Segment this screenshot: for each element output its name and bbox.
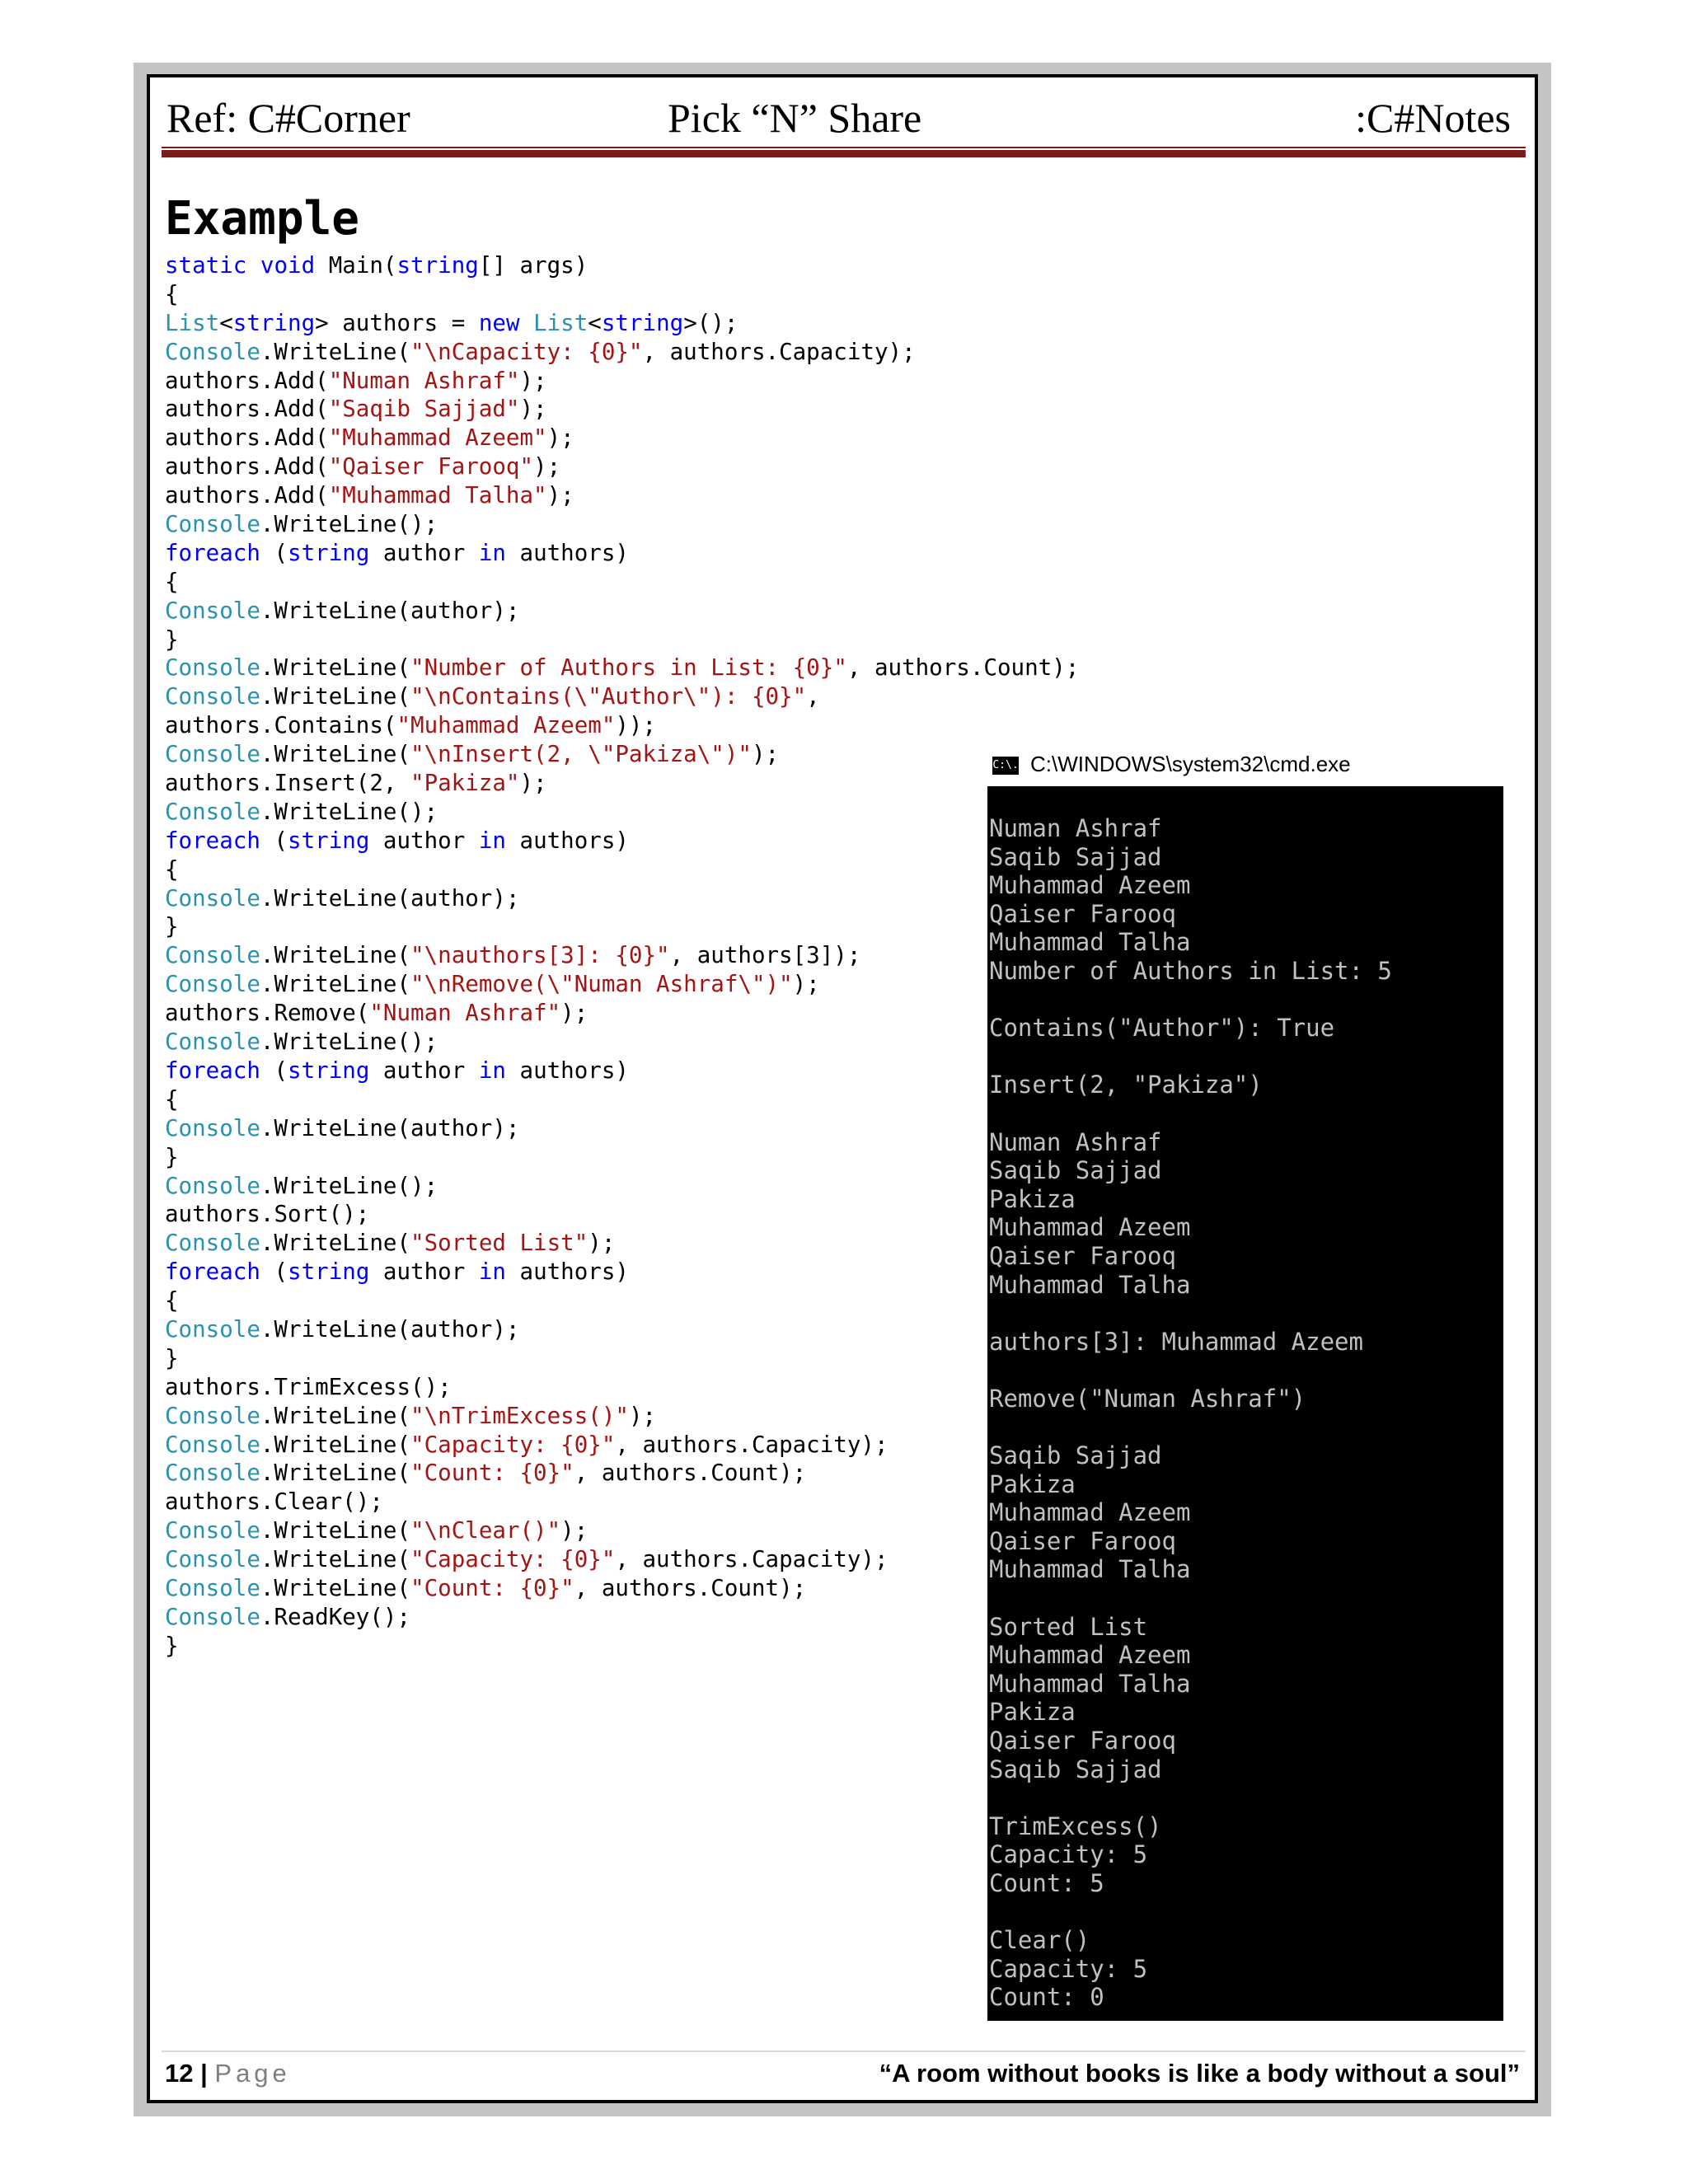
cmd-title: C:\WINDOWS\system32\cmd.exe [1030, 752, 1351, 776]
code-line [165, 1545, 1079, 1574]
code-text: < [219, 309, 233, 336]
code-line [165, 654, 1079, 682]
code-line [165, 855, 1079, 884]
code-text: ); [533, 453, 561, 480]
code-block [165, 251, 1079, 1661]
code-type: Console [165, 971, 260, 998]
code-text: , authors.Capacity); [615, 1546, 889, 1573]
code-string: "Capacity: {0}" [410, 1431, 616, 1458]
code-text [246, 252, 260, 279]
console-line: Numan Ashraf [989, 1127, 1162, 1156]
code-text: } [165, 1344, 179, 1371]
code-line [165, 1488, 1079, 1516]
code-text: .WriteLine(); [260, 1172, 438, 1199]
console-line: Sorted List [989, 1612, 1148, 1641]
code-text: { [165, 1287, 179, 1315]
code-text: author [369, 1057, 479, 1084]
console-line: Qaiser Farooq [989, 1727, 1176, 1755]
header-ref: Ref: C#Corner [166, 95, 410, 141]
code-type: Console [165, 1431, 260, 1458]
console-line: Qaiser Farooq [989, 1526, 1176, 1555]
console-line: Muhammad Azeem [989, 1498, 1191, 1527]
console-line: Saqib Sajjad [989, 1156, 1162, 1185]
code-keyword: string [288, 539, 370, 566]
code-text: > authors = [315, 309, 479, 336]
code-text: .WriteLine(); [260, 511, 438, 538]
code-text: ( [260, 1057, 288, 1084]
code-text: Main( [315, 252, 397, 279]
code-string: "Saqib Sajjad" [328, 396, 520, 423]
code-keyword: in [478, 1057, 506, 1084]
code-type: Console [165, 884, 260, 912]
header-title: Pick “N” Share [668, 95, 922, 141]
code-text: .WriteLine(author); [260, 1114, 520, 1141]
code-keyword: string [232, 309, 316, 336]
code-keyword: string [601, 309, 684, 336]
code-type: Console [165, 1172, 260, 1199]
code-line [165, 1200, 1079, 1229]
console-line: Muhammad Talha [989, 1270, 1191, 1299]
code-text: .WriteLine(); [260, 1029, 438, 1056]
code-keyword: in [478, 827, 506, 854]
code-text: authors.Add( [165, 424, 329, 452]
code-text: .WriteLine( [260, 1546, 411, 1573]
code-text: { [165, 1085, 179, 1113]
console-line: Saqib Sajjad [989, 1755, 1162, 1783]
code-text: ); [588, 1230, 616, 1257]
code-line [165, 1028, 1079, 1057]
console-line: Count: 0 [989, 1983, 1104, 2012]
code-type: List [165, 309, 220, 336]
footer-rule [162, 2050, 1526, 2052]
code-line [165, 626, 1079, 654]
code-text: ); [519, 396, 547, 423]
code-text: authors.Add( [165, 482, 329, 509]
code-text: .WriteLine( [260, 1402, 411, 1429]
console-line [989, 1413, 1392, 1441]
code-type: Console [165, 338, 260, 365]
code-line [165, 539, 1079, 568]
code-line [165, 1431, 1079, 1460]
code-text: , authors.Capacity); [642, 338, 916, 365]
code-keyword: string [288, 1057, 370, 1084]
code-text: ); [560, 1517, 588, 1544]
code-line [165, 1632, 1079, 1661]
code-string: "Qaiser Farooq" [328, 453, 534, 480]
code-text: authors.Add( [165, 453, 329, 480]
code-string: "Pakiza" [410, 770, 520, 797]
code-line [165, 970, 1079, 999]
code-string: "Count: {0}" [410, 1574, 574, 1601]
console-line: Capacity: 5 [989, 1840, 1148, 1869]
code-line [165, 827, 1079, 855]
console-line [989, 1043, 1392, 1071]
console-line [989, 1783, 1392, 1812]
console-line: Muhammad Talha [989, 928, 1191, 957]
code-line [165, 682, 1079, 711]
code-keyword: foreach [165, 1258, 260, 1286]
console-line: Count: 5 [989, 1868, 1104, 1897]
code-type: List [533, 309, 588, 336]
code-text: ); [519, 770, 547, 797]
code-line [165, 424, 1079, 452]
code-string: "\nTrimExcess()" [410, 1402, 629, 1429]
code-type: Console [165, 683, 260, 710]
console-line: Saqib Sajjad [989, 842, 1162, 871]
code-text: } [165, 626, 179, 653]
code-text: author [369, 539, 479, 566]
code-text: .WriteLine(author); [260, 1315, 520, 1343]
cmd-output [989, 814, 1392, 2012]
cmd-titlebar [987, 748, 1503, 783]
code-type: Console [165, 1574, 260, 1601]
code-keyword: foreach [165, 539, 260, 566]
code-text: >(); [683, 309, 738, 336]
code-line [165, 1229, 1079, 1258]
console-line [989, 1299, 1392, 1328]
code-string: "Muhammad Azeem" [328, 424, 547, 452]
code-text: { [165, 855, 179, 883]
code-line [165, 1057, 1079, 1085]
code-keyword: string [396, 252, 479, 279]
code-type: Console [165, 1546, 260, 1573]
console-line: Remove("Numan Ashraf") [989, 1384, 1306, 1413]
code-text: ); [546, 424, 574, 452]
code-text [520, 310, 534, 336]
code-line [165, 1085, 1079, 1114]
console-line: Qaiser Farooq [989, 899, 1176, 928]
code-string: "\nauthors[3]: {0}" [410, 942, 670, 969]
code-string: "Sorted List" [410, 1230, 588, 1257]
code-text: , authors.Count); [846, 654, 1080, 682]
code-string: "\nCapacity: {0}" [410, 338, 643, 365]
code-text: , authors.Capacity); [615, 1431, 889, 1458]
header-rule-thin [162, 147, 1526, 148]
code-text: , authors.Count); [574, 1460, 807, 1487]
code-text: { [165, 280, 179, 307]
code-type: Console [165, 1517, 260, 1544]
code-line [165, 280, 1079, 309]
code-string: "Numan Ashraf" [328, 367, 520, 394]
code-type: Console [165, 942, 260, 969]
console-line: Pakiza [989, 1469, 1076, 1498]
code-keyword: string [288, 827, 370, 854]
code-line [165, 1143, 1079, 1172]
code-text: .WriteLine(author); [260, 884, 520, 912]
console-line [989, 1356, 1392, 1385]
code-text: < [588, 309, 602, 336]
code-type: Console [165, 1114, 260, 1141]
code-text: ( [260, 1258, 288, 1286]
code-line [165, 338, 1079, 367]
code-text: authors.Clear(); [165, 1488, 383, 1516]
code-text: ); [628, 1402, 657, 1429]
code-text: authors) [505, 539, 629, 566]
console-line: Muhammad Talha [989, 1669, 1191, 1698]
code-keyword: static [165, 252, 247, 279]
code-type: Console [165, 1029, 260, 1056]
code-keyword: in [478, 539, 506, 566]
footer-quote: “A room without books is like a body without a soul” [879, 2059, 1520, 2088]
code-text: .ReadKey(); [260, 1603, 411, 1630]
cmd-icon: C:\. [992, 757, 1019, 775]
code-type: Console [165, 597, 260, 624]
code-type: Console [165, 1402, 260, 1429]
code-text: authors.Contains( [165, 712, 397, 739]
code-string: "\nContains(\"Author\"): {0}" [410, 683, 807, 710]
code-line [165, 568, 1079, 597]
code-line [165, 1172, 1079, 1201]
code-line [165, 999, 1079, 1028]
console-line: Number of Authors in List: 5 [989, 956, 1392, 985]
code-text: authors.Remove( [165, 1000, 370, 1027]
code-string: "Capacity: {0}" [410, 1546, 616, 1573]
code-string: "Muhammad Talha" [328, 482, 547, 509]
code-line [165, 1286, 1079, 1315]
code-line [165, 1114, 1079, 1143]
code-text: .WriteLine(author); [260, 597, 520, 624]
code-line [165, 1459, 1079, 1488]
console-line [989, 1584, 1392, 1613]
code-line [165, 1344, 1079, 1373]
code-text: ); [560, 1000, 588, 1027]
code-line [165, 1258, 1079, 1286]
code-text: ); [792, 971, 820, 998]
code-line [165, 481, 1079, 510]
console-line [989, 1898, 1392, 1927]
code-string: "Numan Ashraf" [369, 1000, 561, 1027]
console-line: Capacity: 5 [989, 1954, 1148, 1983]
code-text: .WriteLine( [260, 1460, 411, 1487]
code-text: ); [519, 367, 547, 394]
console-line [989, 1099, 1392, 1128]
code-type: Console [165, 1603, 260, 1630]
console-line: Pakiza [989, 1698, 1076, 1727]
code-text: .WriteLine(); [260, 798, 438, 825]
code-text: .WriteLine( [260, 1574, 411, 1601]
code-text: ); [751, 741, 780, 768]
code-text: )); [615, 712, 657, 739]
code-line [165, 395, 1079, 424]
code-line [165, 740, 1079, 769]
code-line [165, 510, 1079, 539]
code-string: "Count: {0}" [410, 1460, 574, 1487]
code-text: authors) [505, 1057, 629, 1084]
code-type: Console [165, 511, 260, 538]
code-string: "Number of Authors in List: {0}" [410, 654, 847, 682]
code-line [165, 452, 1079, 481]
code-text: authors) [505, 1258, 629, 1286]
code-line [165, 941, 1079, 970]
code-text: author [369, 827, 479, 854]
code-text: .WriteLine( [260, 971, 411, 998]
code-line [165, 912, 1079, 941]
code-text: author [369, 1258, 479, 1286]
code-type: Console [165, 654, 260, 682]
console-line: TrimExcess() [989, 1811, 1162, 1840]
code-string: "\nClear()" [410, 1517, 561, 1544]
code-keyword: in [478, 1258, 506, 1286]
header-rule [162, 150, 1526, 157]
code-text: ); [546, 482, 574, 509]
code-text: , [806, 683, 820, 710]
header-notes: :C#Notes [1355, 95, 1511, 141]
code-string: "\nRemove(\"Numan Ashraf\")" [410, 971, 793, 998]
code-line [165, 1516, 1079, 1545]
code-text: [] args) [478, 252, 588, 279]
code-text: .WriteLine( [260, 942, 411, 969]
section-heading: Example [165, 192, 360, 246]
code-line [165, 1574, 1079, 1603]
code-type: Console [165, 741, 260, 768]
code-text: .WriteLine( [260, 338, 411, 365]
console-line: Muhammad Azeem [989, 1641, 1191, 1670]
code-text: .WriteLine( [260, 1230, 411, 1257]
footer-page [165, 2059, 291, 2088]
page-word: Page [214, 2059, 291, 2088]
console-line: Clear() [989, 1926, 1090, 1955]
console-line: Qaiser Farooq [989, 1241, 1176, 1270]
console-line: Muhammad Talha [989, 1555, 1191, 1584]
code-line [165, 309, 1079, 338]
code-type: Console [165, 1315, 260, 1343]
code-text: authors.Sort(); [165, 1201, 370, 1228]
console-line: Numan Ashraf [989, 814, 1162, 842]
code-keyword: new [478, 309, 520, 336]
page-number: 12 [165, 2059, 194, 2088]
code-string: "Muhammad Azeem" [396, 712, 616, 739]
code-line [165, 1402, 1079, 1431]
console-line: Insert(2, "Pakiza") [989, 1071, 1263, 1099]
cmd-console [987, 786, 1503, 2021]
code-string: "\nInsert(2, \"Pakiza\")" [410, 741, 752, 768]
code-text: .WriteLine( [260, 683, 411, 710]
code-text: authors.Add( [165, 396, 329, 423]
code-line [165, 798, 1079, 827]
console-line: Saqib Sajjad [989, 1441, 1162, 1470]
code-keyword: foreach [165, 1057, 260, 1084]
code-line [165, 1315, 1079, 1344]
code-text: .WriteLine( [260, 654, 411, 682]
code-text: authors.TrimExcess(); [165, 1373, 452, 1400]
code-text: } [165, 913, 179, 940]
code-text: ( [260, 827, 288, 854]
console-line [989, 986, 1392, 1015]
code-text: } [165, 1143, 179, 1170]
code-text: .WriteLine( [260, 1517, 411, 1544]
console-line: Muhammad Azeem [989, 871, 1191, 900]
code-text: .WriteLine( [260, 741, 411, 768]
code-type: Console [165, 1230, 260, 1257]
code-type: Console [165, 1460, 260, 1487]
code-text: .WriteLine( [260, 1431, 411, 1458]
code-text: authors) [505, 827, 629, 854]
code-line [165, 711, 1079, 740]
page-separator: | [193, 2059, 215, 2088]
code-text: authors.Add( [165, 367, 329, 394]
code-text: , authors.Count); [574, 1574, 807, 1601]
code-keyword: void [260, 252, 316, 279]
code-line [165, 367, 1079, 396]
code-line [165, 597, 1079, 626]
code-text: } [165, 1632, 179, 1659]
console-line: Pakiza [989, 1184, 1076, 1213]
code-line [165, 251, 1079, 280]
console-line: Muhammad Azeem [989, 1213, 1191, 1242]
code-text: , authors[3]); [669, 942, 861, 969]
console-line: Contains("Author"): True [989, 1014, 1335, 1043]
code-text: { [165, 568, 179, 595]
code-type: Console [165, 798, 260, 825]
code-line [165, 769, 1079, 798]
code-text: authors.Insert(2, [165, 770, 411, 797]
code-keyword: string [288, 1258, 370, 1286]
code-line [165, 884, 1079, 913]
console-line: authors[3]: Muhammad Azeem [989, 1327, 1363, 1356]
code-keyword: foreach [165, 827, 260, 854]
code-line [165, 1373, 1079, 1402]
code-text: ( [260, 539, 288, 566]
code-line [165, 1603, 1079, 1632]
